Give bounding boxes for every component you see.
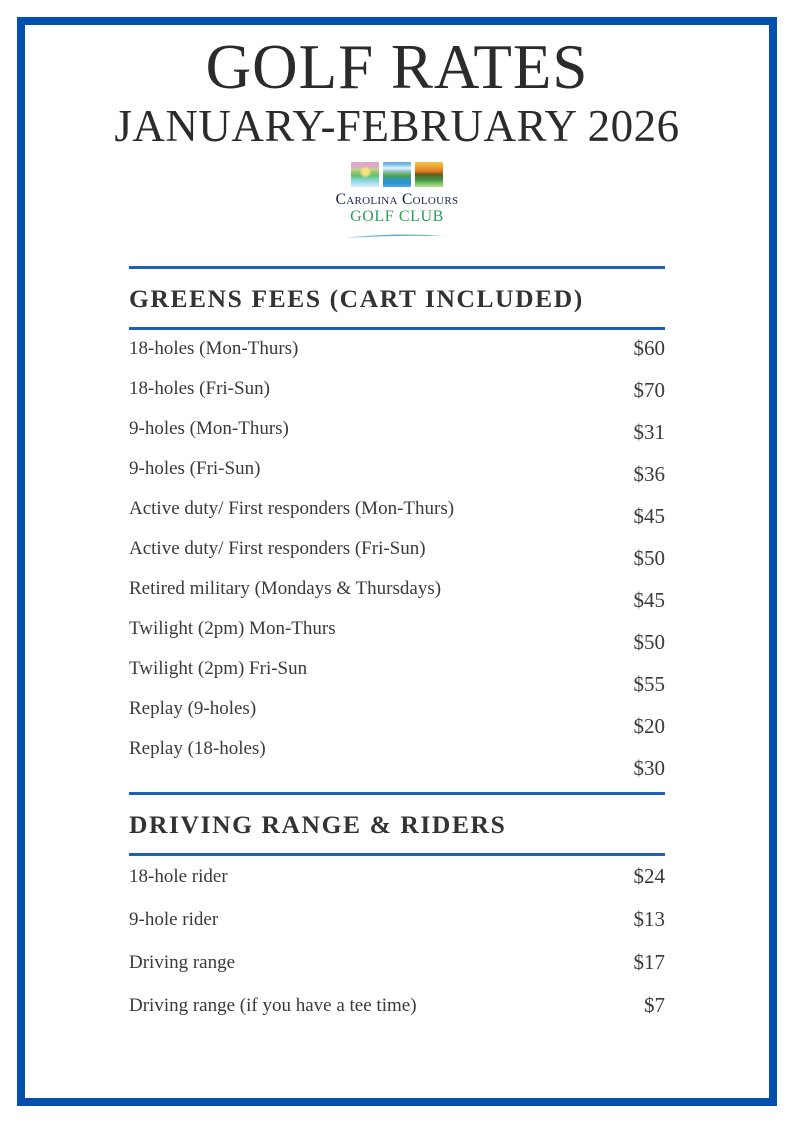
rate-label: Replay (18-holes) [129, 738, 266, 759]
club-logo [302, 162, 492, 244]
rate-label: Twilight (2pm) Fri-Sun [129, 658, 308, 679]
rate-price: $50 [633, 630, 665, 654]
rate-price: $24 [633, 864, 665, 888]
rate-price: $13 [633, 907, 665, 931]
section-driving-range-riders [0, 792, 794, 1026]
rate-price: $60 [633, 336, 665, 360]
rate-label: 9-holes (Fri-Sun) [129, 458, 261, 479]
rate-price: $36 [633, 462, 665, 486]
rate-price: $31 [633, 420, 665, 444]
rate-price: $17 [633, 950, 665, 974]
rate-price: $55 [633, 672, 665, 696]
rate-price: $50 [633, 546, 665, 570]
rate-price: $20 [633, 714, 665, 738]
rate-label: Active duty/ First responders (Mon-Thurs) [129, 498, 455, 519]
rate-price: $30 [633, 756, 665, 780]
rate-label: 9-hole rider [129, 909, 219, 930]
blue-sky-tile-icon [383, 162, 411, 187]
section-greens-fees [0, 266, 794, 792]
rate-label: Twilight (2pm) Mon-Thurs [129, 618, 336, 639]
rate-list [129, 856, 665, 1026]
rate-label: 9-holes (Mon-Thurs) [129, 418, 289, 439]
logo-tiles [302, 162, 492, 187]
rate-label: Active duty/ First responders (Fri-Sun) [129, 538, 426, 559]
rate-label: 18-holes (Mon-Thurs) [129, 338, 299, 359]
logo-swoosh-icon [343, 232, 451, 239]
rate-price: $45 [633, 504, 665, 528]
sunrise-tile-icon [351, 162, 379, 187]
rate-label: Driving range [129, 952, 236, 973]
rate-label: 18-hole rider [129, 866, 228, 887]
section-heading: DRIVING RANGE & RIDERS [129, 810, 507, 839]
sunset-tile-icon [415, 162, 443, 187]
rate-label: 18-holes (Fri-Sun) [129, 378, 270, 399]
rate-price: $45 [633, 588, 665, 612]
page-subtitle: JANUARY-FEBRUARY 2026 [114, 101, 680, 151]
rate-price: $7 [644, 993, 665, 1017]
rate-label: Retired military (Mondays & Thursdays) [129, 578, 442, 599]
rate-label: Replay (9-holes) [129, 698, 257, 719]
section-heading: GREENS FEES (CART INCLUDED) [129, 284, 584, 313]
header [0, 0, 794, 152]
logo-club-name: Carolina Colours [335, 191, 459, 208]
page-title: GOLF RATES [205, 32, 589, 102]
logo-club-type: GOLF CLUB [350, 208, 444, 225]
rate-label: Driving range (if you have a tee time) [129, 995, 417, 1016]
rate-list [129, 330, 665, 792]
rate-price: $70 [633, 378, 665, 402]
